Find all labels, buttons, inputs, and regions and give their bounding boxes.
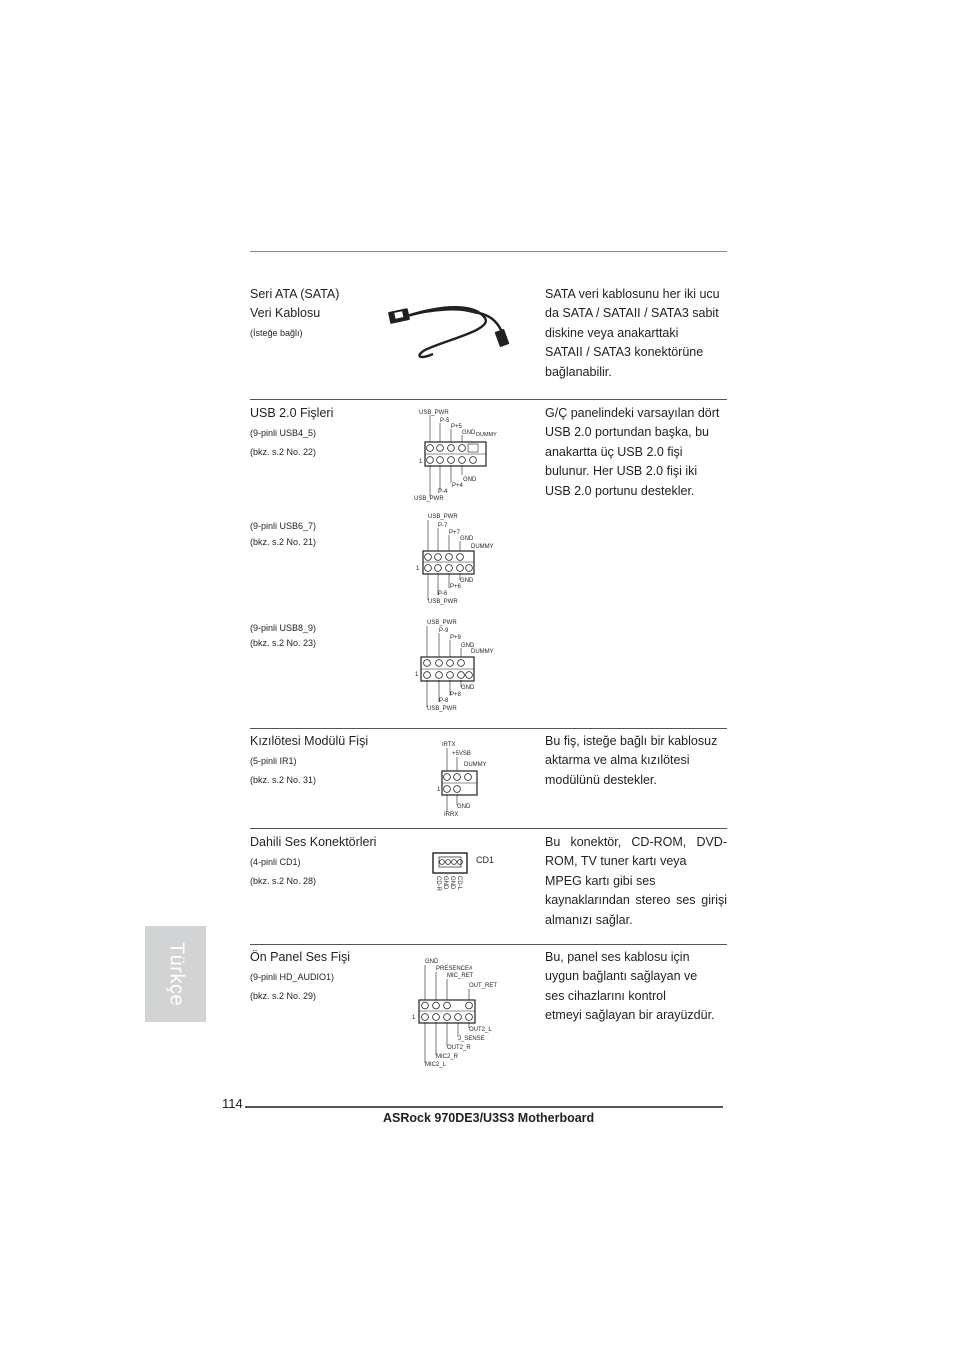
cd-description bbox=[545, 833, 727, 930]
usb67-header-diagram bbox=[410, 508, 510, 608]
usb-description bbox=[545, 404, 727, 501]
sata-title: Seri ATA (SATA) bbox=[250, 287, 340, 301]
pin1-marker: 1 bbox=[415, 672, 419, 678]
pin-label: P+8 bbox=[450, 692, 461, 698]
pin-label: J_SENSE bbox=[458, 1036, 485, 1042]
language-tab-label: Türkçe bbox=[165, 941, 188, 1007]
audio-pins-label: (9-pinli HD_AUDIO1) bbox=[250, 972, 335, 982]
usb-desc-line: USB 2.0 portundan başka, bu bbox=[545, 425, 710, 440]
footer-rule bbox=[245, 1106, 723, 1108]
ir-desc-line: Bu fiş, isteğe bağlı bir kablosuz bbox=[545, 734, 718, 748]
ir-ref: (bkz. s.2 No. 31) bbox=[250, 775, 317, 785]
pin-label: GND bbox=[425, 959, 439, 965]
ir-pins-label: (5-pinli IR1) bbox=[250, 756, 297, 766]
sata-desc-line: da SATA / SATAII / SATA3 sabit bbox=[545, 306, 719, 321]
pin-label: P+5 bbox=[451, 424, 462, 430]
audio-description bbox=[545, 948, 727, 1026]
pin-label: GND bbox=[457, 804, 471, 810]
pin-label: P+9 bbox=[450, 635, 461, 641]
pin-label: DUMMY bbox=[476, 432, 497, 438]
ir-title: Kızılötesi Modülü Fişi bbox=[250, 734, 369, 748]
pin-label: P+7 bbox=[449, 530, 460, 536]
pin-label: USB_PWR bbox=[427, 620, 457, 626]
ir-desc-line: aktarma ve alma kızılötesi bbox=[545, 753, 690, 768]
pin-label: GND bbox=[442, 876, 448, 890]
pin-label: USB_PWR bbox=[427, 706, 457, 712]
pin-label: OUT2_R bbox=[447, 1045, 471, 1051]
cd-pins-label: (4-pinli CD1) bbox=[250, 857, 301, 867]
pin1-marker: 1 bbox=[419, 459, 423, 465]
pin-label: USB_PWR bbox=[414, 496, 444, 502]
audio-ref: (bkz. s.2 No. 29) bbox=[250, 991, 317, 1001]
pin-label: GND bbox=[449, 876, 455, 890]
audio-desc-line: uygun bağlantı sağlayan ve bbox=[545, 969, 698, 984]
pin-label: GND bbox=[460, 578, 474, 584]
usb-desc-line: anakartta üç USB 2.0 fişi bbox=[545, 444, 683, 459]
top-rule bbox=[250, 251, 727, 252]
usb89-pins-label: (9-pinli USB8_9) bbox=[250, 623, 317, 633]
pin-label: USB_PWR bbox=[428, 599, 458, 605]
pin-label: GND bbox=[460, 536, 474, 542]
pin-label: MIC2_R bbox=[436, 1054, 459, 1060]
usb89-header-diagram bbox=[410, 615, 510, 715]
cd-desc-line: MPEG kartı gibi ses bbox=[545, 873, 656, 888]
pin-label: P-7 bbox=[438, 523, 448, 529]
footer-product: ASRock 970DE3/U3S3 Motherboard bbox=[383, 1111, 595, 1125]
pin-label: MIC2_L bbox=[425, 1062, 447, 1068]
pin-label: GND bbox=[463, 477, 477, 483]
ir-header-diagram bbox=[432, 737, 502, 821]
pin-label: IRRX bbox=[444, 812, 459, 818]
sata-desc-line: diskine veya anakarttaki bbox=[545, 325, 679, 340]
pin-label: PRESENCE# bbox=[436, 966, 473, 972]
audio-desc-line: etmeyi sağlayan bir arayüzdür. bbox=[545, 1008, 715, 1023]
cd-desc-line: ROM, TV tuner kartı veya bbox=[545, 854, 687, 869]
usb67-pins-label: (9-pinli USB6_7) bbox=[250, 521, 317, 531]
usb-desc-line: USB 2.0 portunu destekler. bbox=[545, 483, 695, 498]
cd-desc-line: kaynaklarından stereo ses girişi bbox=[545, 893, 727, 908]
pin-label: GND bbox=[461, 685, 475, 691]
sata-title-line2: Veri Kablosu bbox=[250, 306, 321, 320]
cd-desc-line: Bu konektör, CD-ROM, DVD- bbox=[545, 835, 727, 849]
usb89-ref: (bkz. s.2 No. 23) bbox=[250, 638, 317, 648]
pin-label: P+4 bbox=[452, 483, 463, 489]
section-divider bbox=[250, 399, 727, 400]
pin-label: P-5 bbox=[440, 418, 450, 424]
usb45-pins-label: (9-pinli USB4_5) bbox=[250, 428, 317, 438]
section-divider bbox=[250, 728, 727, 729]
pin-label: P-4 bbox=[438, 489, 448, 495]
pin-label: GND bbox=[461, 643, 475, 649]
audio-header-diagram bbox=[405, 953, 510, 1071]
ir-desc-line: modülünü destekler. bbox=[545, 772, 657, 787]
usb67-ref: (bkz. s.2 No. 21) bbox=[250, 537, 317, 547]
sata-note: (İsteğe bağlı) bbox=[250, 328, 303, 338]
pin-label: P-6 bbox=[438, 591, 448, 597]
pin-label: DUMMY bbox=[471, 649, 494, 655]
usb-desc-line: bulunur. Her USB 2.0 fişi iki bbox=[545, 464, 698, 479]
sata-desc-line: bağlanabilir. bbox=[545, 364, 612, 379]
cd-connector-label: CD1 bbox=[476, 855, 495, 865]
audio-desc-line: ses cihazlarını kontrol bbox=[545, 988, 666, 1003]
pin-label: P-8 bbox=[439, 698, 449, 704]
cd-desc-line: almanızı sağlar. bbox=[545, 912, 633, 927]
usb-desc-line: G/Ç panelindeki varsayılan dört bbox=[545, 406, 720, 420]
pin-label: CD-R bbox=[435, 876, 441, 891]
sata-cable-illustration bbox=[385, 300, 515, 362]
usb45-ref: (bkz. s.2 No. 22) bbox=[250, 447, 317, 457]
pin-label: DUMMY bbox=[471, 544, 494, 550]
pin-label: OUT2_L bbox=[469, 1027, 492, 1033]
pin-label: USB_PWR bbox=[419, 410, 449, 416]
pin-label: USB_PWR bbox=[428, 514, 458, 520]
pin1-marker: 1 bbox=[412, 1015, 416, 1021]
page-number: 114 bbox=[222, 1096, 243, 1111]
pin-label: +5VSB bbox=[452, 751, 471, 757]
usb45-header-diagram bbox=[410, 405, 510, 503]
ir-description bbox=[545, 732, 727, 790]
pin-label: GND bbox=[462, 430, 476, 436]
pin-label: CD-L bbox=[456, 876, 462, 891]
sata-desc-line: SATA veri kablosunu her iki ucu bbox=[545, 287, 720, 301]
pin1-marker: 1 bbox=[437, 787, 441, 793]
cd-connector-diagram bbox=[430, 850, 505, 900]
pin-label: P-9 bbox=[439, 628, 449, 634]
pin-label: DUMMY bbox=[464, 762, 487, 768]
cd-title: Dahili Ses Konektörleri bbox=[250, 835, 377, 849]
audio-desc-line: Bu, panel ses kablosu için bbox=[545, 950, 690, 964]
pin-label: IRTX bbox=[442, 742, 456, 748]
section-divider bbox=[250, 828, 727, 829]
pin-label: P+6 bbox=[450, 584, 461, 590]
usb-title: USB 2.0 Fişleri bbox=[250, 406, 334, 420]
audio-title: Ön Panel Ses Fişi bbox=[250, 950, 351, 964]
cd-ref: (bkz. s.2 No. 28) bbox=[250, 876, 317, 886]
sata-description bbox=[545, 285, 727, 382]
pin-label: MIC_RET bbox=[447, 973, 474, 979]
section-divider bbox=[250, 944, 727, 945]
pin1-marker: 1 bbox=[416, 566, 420, 572]
pin-label: OUT_RET bbox=[469, 983, 498, 989]
sata-desc-line: SATAII / SATA3 konektörüne bbox=[545, 345, 704, 360]
